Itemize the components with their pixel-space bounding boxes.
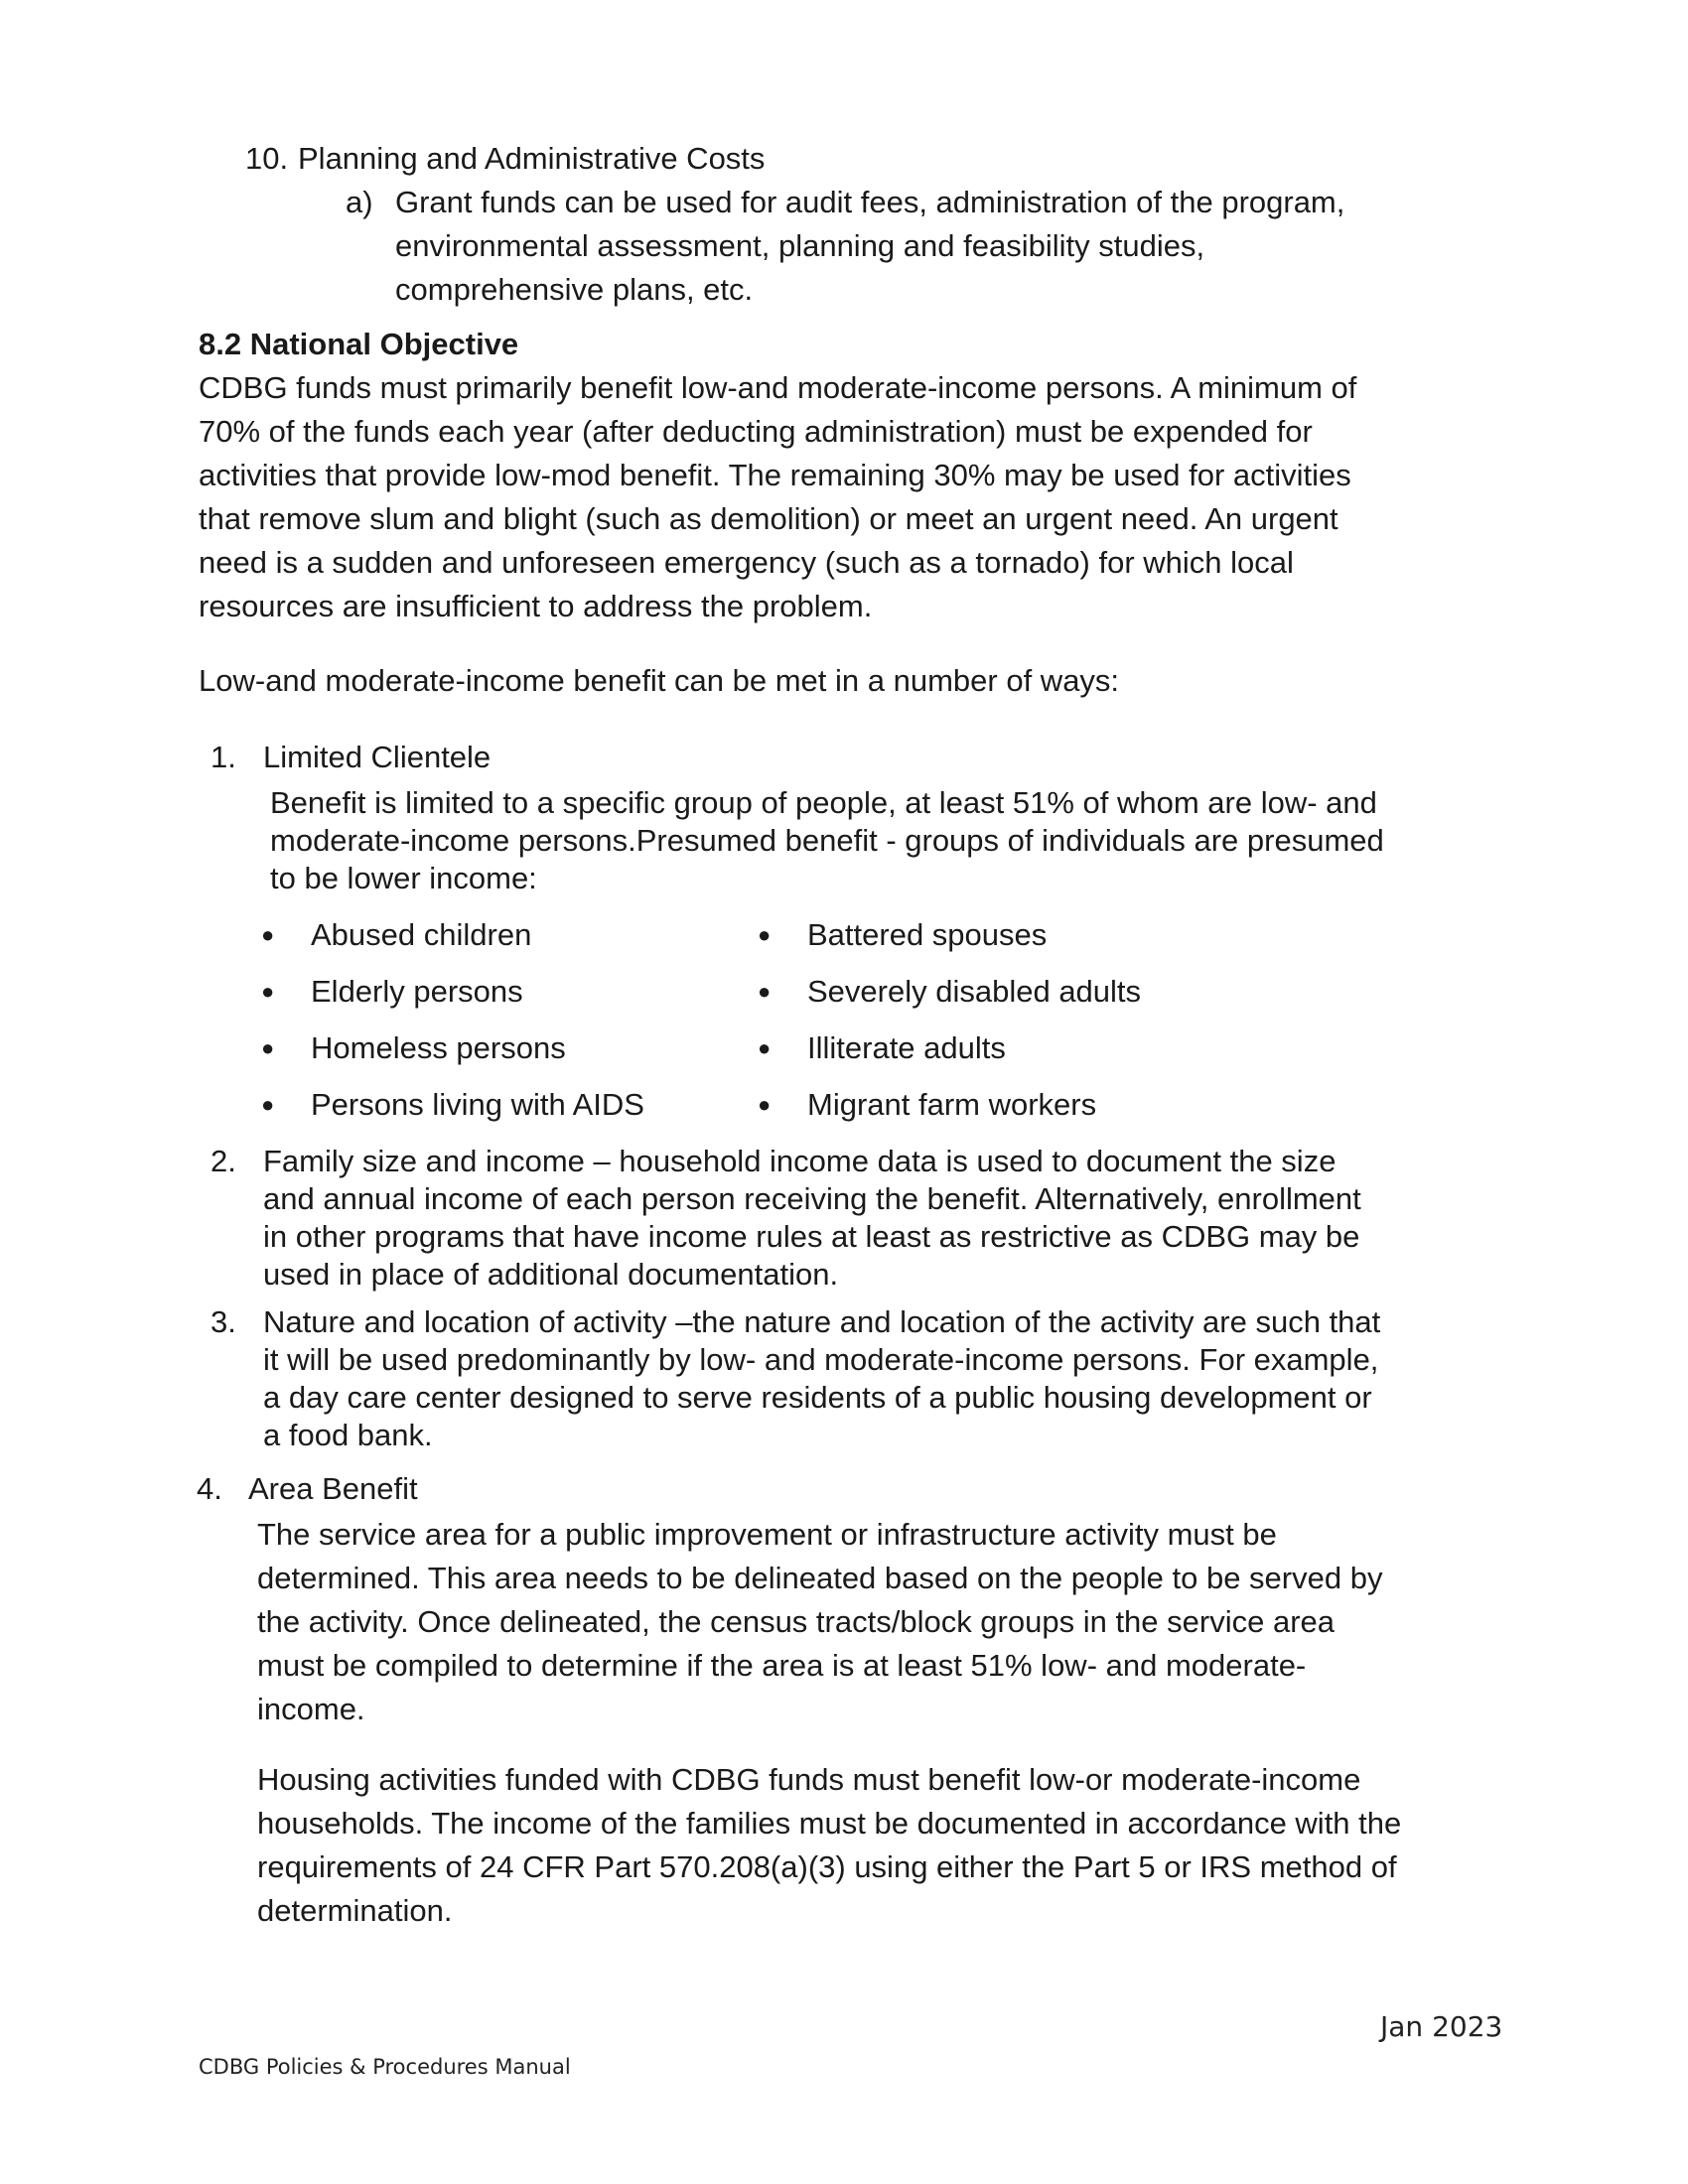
text-line: need is a sudden and unforeseen emergency (such as a tornado) for which local xyxy=(199,545,1294,580)
list-item-1-text xyxy=(270,784,1384,897)
bullet-icon: ● xyxy=(758,1092,772,1117)
text-line: used in place of additional documentation. xyxy=(263,1257,839,1292)
bullet-icon: ● xyxy=(758,922,772,947)
text-line: requirements of 24 CFR Part 570.208(a)(3) using either the Part 5 or IRS method of xyxy=(257,1849,1397,1884)
text-line: Benefit is limited to a specific group of people, at least 51% of whom are low- and xyxy=(270,785,1377,820)
list-item-2-text xyxy=(263,1143,1361,1294)
bullet-icon: ● xyxy=(261,922,275,947)
list-item-3-number: 3. xyxy=(211,1304,236,1339)
section-paragraph-1 xyxy=(199,366,1356,628)
text-line: a food bank. xyxy=(263,1418,433,1452)
bullet-icon: ● xyxy=(758,1035,772,1060)
footer-date: Jan 2023 xyxy=(1380,2010,1503,2043)
text-line: environmental assessment, planning and feasibility studies, xyxy=(395,228,1205,263)
item-10-title: Planning and Administrative Costs xyxy=(298,141,766,176)
text-line: determination. xyxy=(257,1893,453,1928)
footer-manual-title: CDBG Policies & Procedures Manual xyxy=(199,2055,571,2079)
bullet-icon: ● xyxy=(261,1092,275,1117)
text-line: determined. This area needs to be delineated based on the people to be served by xyxy=(257,1561,1383,1595)
bullet-icon: ● xyxy=(261,979,275,1004)
text-line: that remove slum and blight (such as demolition) or meet an urgent need. An urgent xyxy=(199,501,1338,536)
list-item-3-text xyxy=(263,1303,1380,1454)
item-10-number: 10. xyxy=(245,141,289,176)
list-item-1-number: 1. xyxy=(211,740,236,774)
text-line: Housing activities funded with CDBG funds must benefit low-or moderate-income xyxy=(257,1762,1361,1797)
list-item-1-title: Limited Clientele xyxy=(263,740,492,774)
text-line: households. The income of the families must be documented in accordance with the xyxy=(257,1806,1402,1841)
text-line: comprehensive plans, etc. xyxy=(395,272,754,307)
text-line: a day care center designed to serve residents of a public housing development or xyxy=(263,1380,1372,1415)
bullet-icon: ● xyxy=(261,1035,275,1060)
list-item-4-paragraph-1 xyxy=(257,1513,1382,1731)
text-line: moderate-income persons.Presumed benefit - groups of individuals are presumed xyxy=(270,823,1384,858)
list-item-4-paragraph-2 xyxy=(257,1758,1401,1933)
text-line: to be lower income: xyxy=(270,861,537,895)
text-line: Grant funds can be used for audit fees, administration of the program, xyxy=(395,185,1345,219)
text-line: Family size and income – household income data is used to document the size xyxy=(263,1144,1336,1178)
text-line: the activity. Once delineated, the census tracts/block groups in the service area xyxy=(257,1604,1335,1639)
section-heading: 8.2 National Objective xyxy=(199,327,519,361)
list-item-4-title: Area Benefit xyxy=(248,1471,418,1506)
section-paragraph-2: Low-and moderate-income benefit can be met in a number of ways: xyxy=(199,663,1120,698)
text-line: activities that provide low-mod benefit. The remaining 30% may be used for activities xyxy=(199,458,1351,492)
text-line: and annual income of each person receiving the benefit. Alternatively, enrollment xyxy=(263,1181,1361,1216)
item-10a-text xyxy=(395,181,1344,312)
bullet-icon: ● xyxy=(758,979,772,1004)
item-10a-marker: a) xyxy=(346,185,373,219)
text-line: 70% of the funds each year (after deducting administration) must be expended for xyxy=(199,414,1313,449)
text-line: in other programs that have income rules at least as restrictive as CDBG may be xyxy=(263,1219,1360,1254)
list-item-4-number: 4. xyxy=(197,1471,222,1506)
text-line: CDBG funds must primarily benefit low-and moderate-income persons. A minimum of xyxy=(199,370,1357,405)
text-line: The service area for a public improvement or infrastructure activity must be xyxy=(257,1517,1277,1552)
list-item-2-number: 2. xyxy=(211,1144,236,1178)
text-line: income. xyxy=(257,1692,365,1726)
text-line: resources are insufficient to address the problem. xyxy=(199,589,873,623)
text-line: Nature and location of activity –the nature and location of the activity are such that xyxy=(263,1304,1381,1339)
text-line: it will be used predominantly by low- and moderate-income persons. For example, xyxy=(263,1342,1379,1377)
text-line: must be compiled to determine if the area is at least 51% low- and moderate- xyxy=(257,1648,1307,1683)
